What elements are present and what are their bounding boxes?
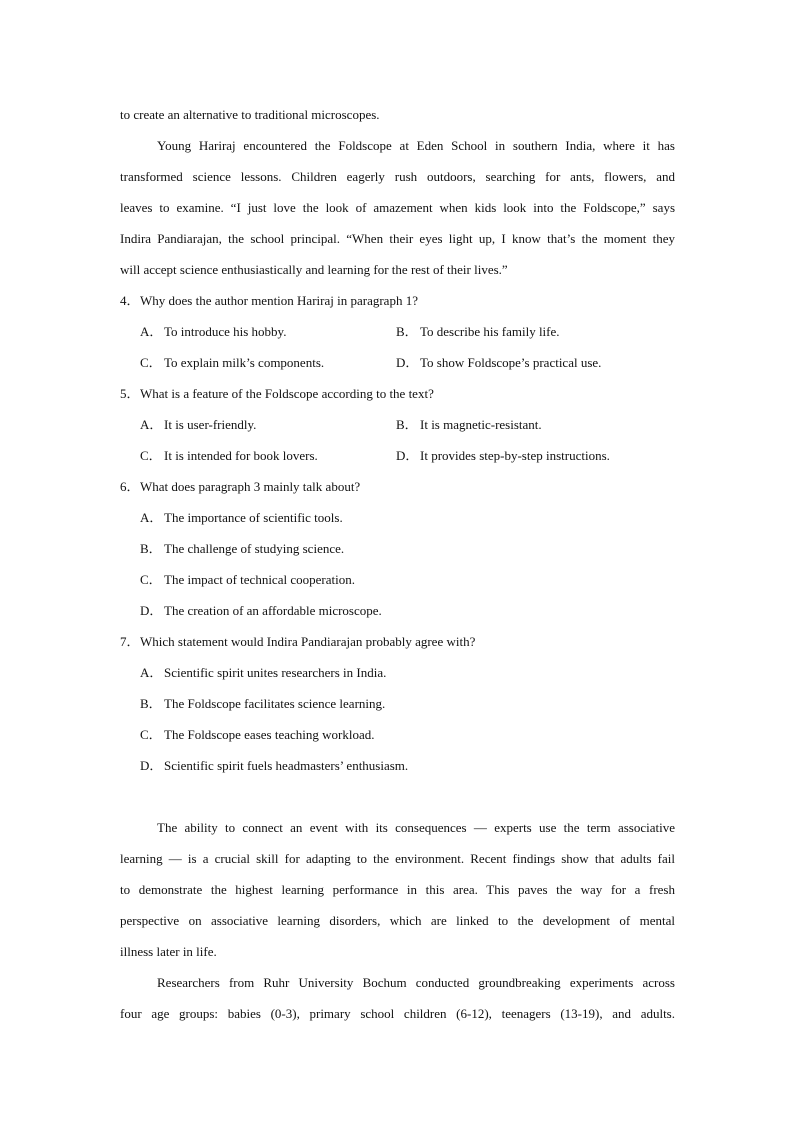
option-a (140, 409, 256, 440)
option-label: D． (396, 448, 419, 463)
option-text: The creation of an affordable microscope. (164, 603, 382, 618)
passage-paragraph (120, 967, 675, 1029)
option-label: A． (140, 324, 163, 339)
question-6 (120, 471, 675, 502)
paragraph-line: transformed science lessons. Children eagerly rush outdoors, searching for ants, flowers, and (120, 169, 675, 184)
question-text: Why does the author mention Hariraj in paragraph 1? (140, 293, 418, 308)
option-label: D． (396, 355, 419, 370)
option-c (120, 719, 675, 750)
option-b (396, 316, 560, 347)
question-number: 7． (120, 634, 140, 649)
passage-paragraph (120, 812, 675, 967)
option-text: To show Foldscope’s practical use. (420, 355, 602, 370)
question-number: 4． (120, 293, 140, 308)
option-label: B． (396, 324, 418, 339)
question-number: 5． (120, 386, 140, 401)
option-c (140, 440, 318, 471)
section-gap (120, 781, 675, 812)
option-label: C． (140, 355, 162, 370)
option-label: D． (140, 758, 163, 773)
paragraph-line: perspective on associative learning disorders, which are linked to the development of mental (120, 913, 675, 928)
option-d (396, 440, 610, 471)
option-row (120, 440, 675, 471)
paragraph-line: learning — is a crucial skill for adapting to the environment. Recent findings show that adults fail (120, 851, 675, 866)
option-label: B． (396, 417, 418, 432)
option-label: B． (140, 541, 162, 556)
paragraph-line: illness later in life. (120, 944, 217, 959)
option-label: A． (140, 417, 163, 432)
paragraph-line: The ability to connect an event with its consequences — experts use the term associative (157, 820, 675, 835)
question-7 (120, 626, 675, 657)
option-text: Scientific spirit unites researchers in India. (164, 665, 387, 680)
option-label: A． (140, 665, 163, 680)
question-text: What does paragraph 3 mainly talk about? (140, 479, 361, 494)
paragraph-line: Indira Pandiarajan, the school principal. “When their eyes light up, I know that’s the moment they (120, 231, 675, 246)
question-number: 6． (120, 479, 140, 494)
option-d (120, 595, 675, 626)
passage-continued-line: to create an alternative to traditional microscopes. (120, 107, 380, 122)
option-text: The impact of technical cooperation. (164, 572, 355, 587)
option-text: To introduce his hobby. (164, 324, 287, 339)
option-text: The importance of scientific tools. (164, 510, 343, 525)
option-text: It provides step-by-step instructions. (420, 448, 610, 463)
option-label: A． (140, 510, 163, 525)
option-label: C． (140, 448, 162, 463)
option-text: To describe his family life. (420, 324, 560, 339)
option-row (120, 409, 675, 440)
option-c (120, 564, 675, 595)
option-label: C． (140, 572, 162, 587)
option-text: The challenge of studying science. (164, 541, 345, 556)
option-a (140, 316, 286, 347)
question-4 (120, 285, 675, 316)
paragraph-line: to demonstrate the highest learning performance in this area. This paves the way for a fresh (120, 882, 675, 897)
passage-paragraph (120, 130, 675, 285)
option-label: B． (140, 696, 162, 711)
question-5 (120, 378, 675, 409)
option-row (120, 316, 675, 347)
question-text: Which statement would Indira Pandiarajan probably agree with? (140, 634, 476, 649)
option-b (120, 533, 675, 564)
option-d (396, 347, 601, 378)
paragraph-line: leaves to examine. “I just love the look of amazement when kids look into the Foldscope,” says (120, 200, 675, 215)
paragraph-line: Young Hariraj encountered the Foldscope at Eden School in southern India, where it has (157, 138, 675, 153)
paragraph-line: Researchers from Ruhr University Bochum conducted groundbreaking experiments across (157, 975, 675, 990)
option-text: The Foldscope facilitates science learning. (164, 696, 386, 711)
option-b (396, 409, 542, 440)
option-text: The Foldscope eases teaching workload. (164, 727, 375, 742)
paragraph-line: will accept science enthusiastically and learning for the rest of their lives.” (120, 262, 508, 277)
option-text: It is intended for book lovers. (164, 448, 318, 463)
option-b (120, 688, 675, 719)
option-label: C． (140, 727, 162, 742)
option-text: It is magnetic-resistant. (420, 417, 542, 432)
option-text: Scientific spirit fuels headmasters’ enthusiasm. (164, 758, 409, 773)
option-row (120, 347, 675, 378)
question-text: What is a feature of the Foldscope according to the text? (140, 386, 434, 401)
option-c (140, 347, 324, 378)
option-text: It is user-friendly. (164, 417, 257, 432)
option-text: To explain milk’s components. (164, 355, 325, 370)
option-d (120, 750, 675, 781)
option-label: D． (140, 603, 163, 618)
option-a (120, 657, 675, 688)
paragraph-line: four age groups: babies (0-3), primary school children (6-12), teenagers (13-19), and adults. (120, 1006, 675, 1021)
option-a (120, 502, 675, 533)
page-content (120, 99, 675, 1029)
